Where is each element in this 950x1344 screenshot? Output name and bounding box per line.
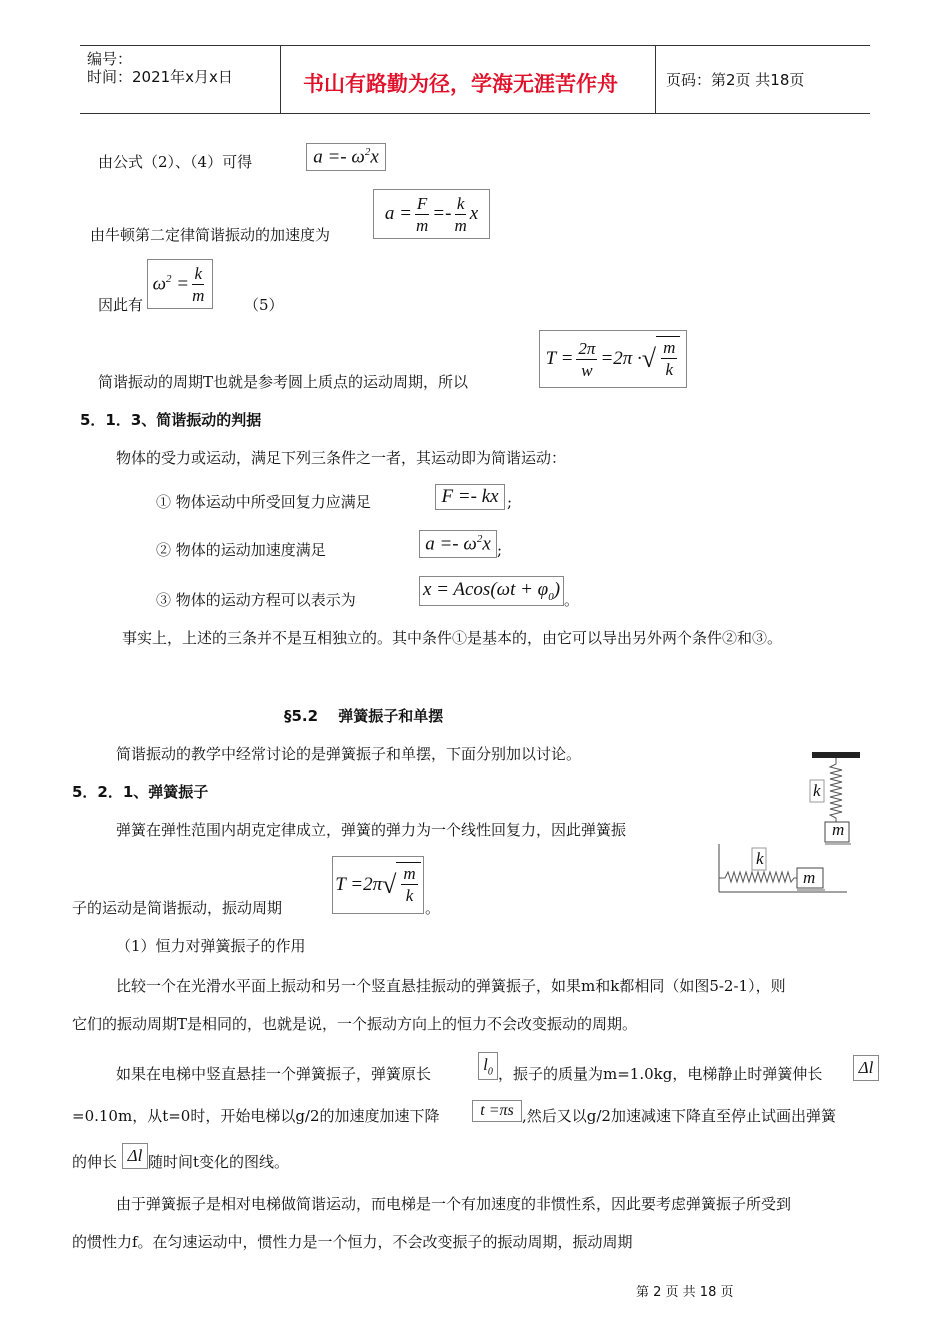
formula-acceleration-condition: $a =- \omega^2x$ bbox=[419, 530, 497, 558]
punct: 。 bbox=[564, 591, 580, 609]
formula-delta-l: Δl bbox=[853, 1055, 879, 1081]
text-line: 由牛顿第二定律简谐振动的加速度为 bbox=[90, 226, 331, 244]
section-heading: 5．1．3、简谐振动的判据 bbox=[80, 411, 262, 429]
spring-constant-label-bottom: k bbox=[756, 849, 764, 868]
punct: 。 bbox=[425, 899, 441, 917]
paragraph: 事实上，上述的三条并不是互相独立的。其中条件①是基本的，由它可以导出另外两个条件②和③。 bbox=[122, 629, 783, 647]
formula-newton-acceleration: a = $\frac{F}{m}$ =- $\frac{k}{m}$ x bbox=[373, 189, 490, 239]
paragraph: 比较一个在光滑水平面上振动和另一个竖直悬挂振动的弹簧振子，如果m和k都相同（如图5-2-1），则 bbox=[116, 977, 786, 995]
paragraph: ，振子的质量为m=1.0kg，电梯静止时弹簧伸长 bbox=[498, 1065, 823, 1083]
mass-label-bottom: m bbox=[803, 868, 816, 887]
formula-time: t =πs bbox=[472, 1100, 522, 1122]
ceiling-mount bbox=[812, 752, 860, 758]
paragraph: 随时间t变化的图线。 bbox=[148, 1153, 290, 1171]
paragraph: 的惯性力f。在匀速运动中，惯性力是一个恒力，不会改变振子的振动周期，振动周期 bbox=[72, 1233, 633, 1251]
text-line: 因此有 bbox=[98, 296, 144, 314]
formula-spring-period: T =2π √ $\frac{m}{k}$ bbox=[332, 856, 424, 914]
paragraph: 如果在电梯中竖直悬挂一个弹簧振子，弹簧原长 bbox=[116, 1065, 432, 1083]
formula-restoring-force: F =- kx bbox=[435, 484, 505, 510]
doc-number-label: 编号： bbox=[87, 50, 133, 68]
subsection-title: （1）恒力对弹簧振子的作用 bbox=[116, 937, 306, 955]
formula-acceleration-omega bbox=[306, 143, 386, 171]
section-heading: 5．2．1、弹簧振子 bbox=[72, 783, 209, 801]
mass-label-top: m bbox=[832, 820, 845, 839]
paragraph: 它们的振动周期T是相同的，也就是说，一个振动方向上的恒力不会改变振动的周期。 bbox=[72, 1015, 638, 1033]
formula-natural-length: $l_0$ bbox=[478, 1052, 498, 1080]
paragraph: =0.10m，从t=0时，开始电梯以g/2的加速度加速下降 bbox=[72, 1107, 440, 1125]
paragraph: 的伸长 bbox=[72, 1153, 118, 1171]
header-page-info: 页码：第2页 共18页 bbox=[666, 71, 805, 89]
formula-period-reference-circle: T = $\frac{2\pi}{w}$ =2π · √ $\frac{m}{k}$ bbox=[539, 330, 687, 388]
formula-motion-equation: $x = Acos(\omega t + \varphi_0)$ bbox=[419, 576, 564, 606]
vertical-spring bbox=[830, 758, 842, 822]
punct: ; bbox=[507, 493, 513, 511]
formula-omega-squared: $\omega^2$ = $\frac{k}{m}$ bbox=[147, 259, 213, 309]
header-motto: 书山有路勤为径，学海无涯苦作舟 bbox=[303, 72, 618, 96]
condition-2: ② 物体的运动加速度满足 bbox=[156, 541, 326, 559]
paragraph: 简谐振动的教学中经常讨论的是弹簧振子和单摆，下面分别加以讨论。 bbox=[116, 745, 582, 763]
text-line: 由公式（2）、（4）可得 bbox=[98, 153, 253, 171]
paragraph: 子的运动是简谐振动，振动周期 bbox=[72, 899, 283, 917]
section-title: §5.2 弹簧振子和单摆 bbox=[284, 707, 444, 725]
text-line: 简谐振动的周期T也就是参考圆上质点的运动周期，所以 bbox=[98, 373, 469, 391]
paragraph: 由于弹簧振子是相对电梯做简谐运动，而电梯是一个有加速度的非惯性系，因此要考虑弹簧振子所受到 bbox=[116, 1195, 792, 1213]
spring-constant-label-top: k bbox=[813, 781, 821, 800]
condition-1: ① 物体运动中所受回复力应满足 bbox=[156, 493, 371, 511]
doc-time-label: 时间：2021年x月x日 bbox=[87, 68, 233, 86]
paragraph: ,然后又以g/2加速减速下降直至停止试画出弹簧 bbox=[522, 1107, 836, 1125]
page-footer: 第 2 页 共 18 页 bbox=[636, 1285, 734, 1300]
equation-number: （5） bbox=[244, 296, 284, 314]
horizontal-spring bbox=[719, 872, 797, 882]
paragraph: 物体的受力或运动，满足下列三条件之一者，其运动即为简谐运动： bbox=[116, 449, 567, 467]
formula-delta-l-2: Δl bbox=[122, 1143, 148, 1169]
formula-text: $a =- \omega^2x$ bbox=[313, 145, 379, 168]
paragraph: 弹簧在弹性范围内胡克定律成立，弹簧的弹力为一个线性回复力，因此弹簧振 bbox=[116, 821, 627, 839]
condition-3: ③ 物体的运动方程可以表示为 bbox=[156, 591, 356, 609]
punct: ; bbox=[497, 541, 503, 559]
